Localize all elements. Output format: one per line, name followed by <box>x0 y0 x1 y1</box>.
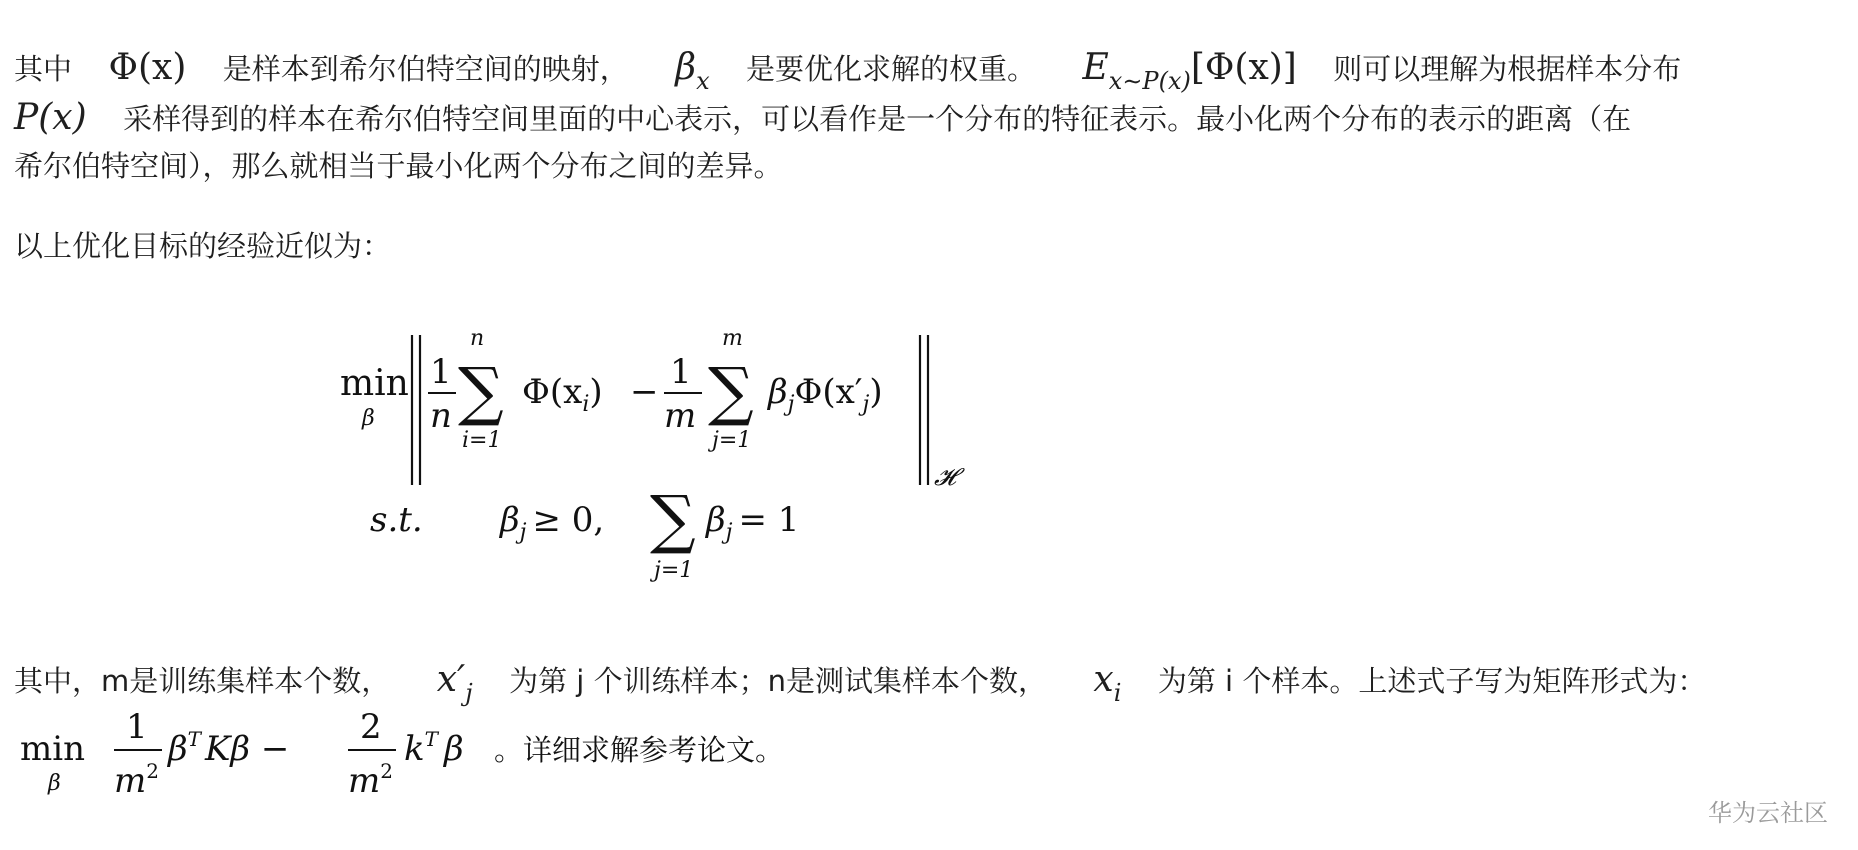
min-subscript: β <box>362 406 375 431</box>
k-t-beta: $k^T$ β <box>404 727 464 769</box>
watermark: 华为云社区 <box>1708 799 1828 827</box>
paragraph-1-line-2 <box>14 98 1631 139</box>
frac1-denominator: n <box>430 396 452 436</box>
sum2-upper: m <box>722 326 743 351</box>
paragraph-1-line-3 <box>14 146 783 186</box>
frac1-denominator: $m^2$ <box>114 759 159 801</box>
sum1-lower: i=1 <box>462 428 502 453</box>
beta-t-k-beta: $\beta^T$ Kβ − <box>168 727 290 769</box>
math-expectation: $E_{x\sim P(x)}[\Phi(x)]$ <box>1082 47 1297 95</box>
min-operator: min <box>340 363 409 404</box>
minus-sign: − <box>630 372 659 412</box>
min-subscript: β <box>48 771 61 796</box>
text-segment: 则可以理解为根据样本分布 <box>1333 52 1682 86</box>
frac2-numerator: 2 <box>360 707 382 747</box>
text-segment: 为第 j 个训练样本；n是测试集样本个数， <box>509 664 1047 698</box>
sum2-symbol: ∑ <box>708 355 754 429</box>
constraint-2: $\beta_j = 1$ <box>706 500 800 545</box>
paragraph-3 <box>14 659 1707 707</box>
trailing-text: 。详细求解参考论文。 <box>494 733 785 767</box>
math-beta-x: $\beta_x$ <box>675 47 710 95</box>
text-segment: 采样得到的样本在希尔伯特空间里面的中心表示，可以看作是一个分布的特征表示。最小化两个分布的表示的距离（在 <box>123 102 1632 136</box>
frac2-denominator: m <box>664 396 697 436</box>
math-x-i: $x_i$ <box>1093 659 1122 707</box>
display-equation <box>340 326 1060 583</box>
text-segment: 其中，m是训练集样本个数， <box>14 664 391 698</box>
constraint-1: $\beta_j \ge 0$, <box>500 500 605 545</box>
text-segment: 为第 i 个样本。上述式子写为矩阵形式为： <box>1157 664 1707 698</box>
sum3-lower: j=1 <box>654 558 694 583</box>
text-segment: 其中 <box>14 52 73 86</box>
frac2-numerator: 1 <box>670 352 692 392</box>
sum2-lower: j=1 <box>712 428 752 453</box>
term2: $\beta_j\Phi(x'_j)$ <box>768 372 883 417</box>
matrix-form-equation <box>14 700 914 810</box>
math-phi-x: Φ(x) <box>108 47 187 88</box>
text-segment: 希尔伯特空间），那么就相当于最小化两个分布之间的差异。 <box>14 149 783 183</box>
frac1-numerator: 1 <box>126 707 148 747</box>
math-p-x: P(x) <box>14 97 87 138</box>
sum3-symbol: ∑ <box>650 483 696 557</box>
frac1-numerator: 1 <box>430 352 452 392</box>
text-segment: 是样本到希尔伯特空间的映射， <box>222 52 629 86</box>
text-segment: 是要优化求解的权重。 <box>746 52 1037 86</box>
paragraph-1-line-1 <box>14 47 1682 95</box>
min-operator: min <box>20 729 86 769</box>
sum1-upper: n <box>470 326 485 351</box>
sum1-symbol: ∑ <box>458 355 504 429</box>
paragraph-2 <box>14 226 391 266</box>
norm-subscript: 𝓗 <box>934 463 956 491</box>
frac2-denominator: $m^2$ <box>348 759 393 801</box>
math-x-prime-j: $x'_j$ <box>436 659 473 707</box>
text-segment: 以上优化目标的经验近似为： <box>14 229 392 263</box>
such-that: s.t. <box>370 500 423 540</box>
term1: $\Phi(x_i)$ <box>522 372 603 417</box>
